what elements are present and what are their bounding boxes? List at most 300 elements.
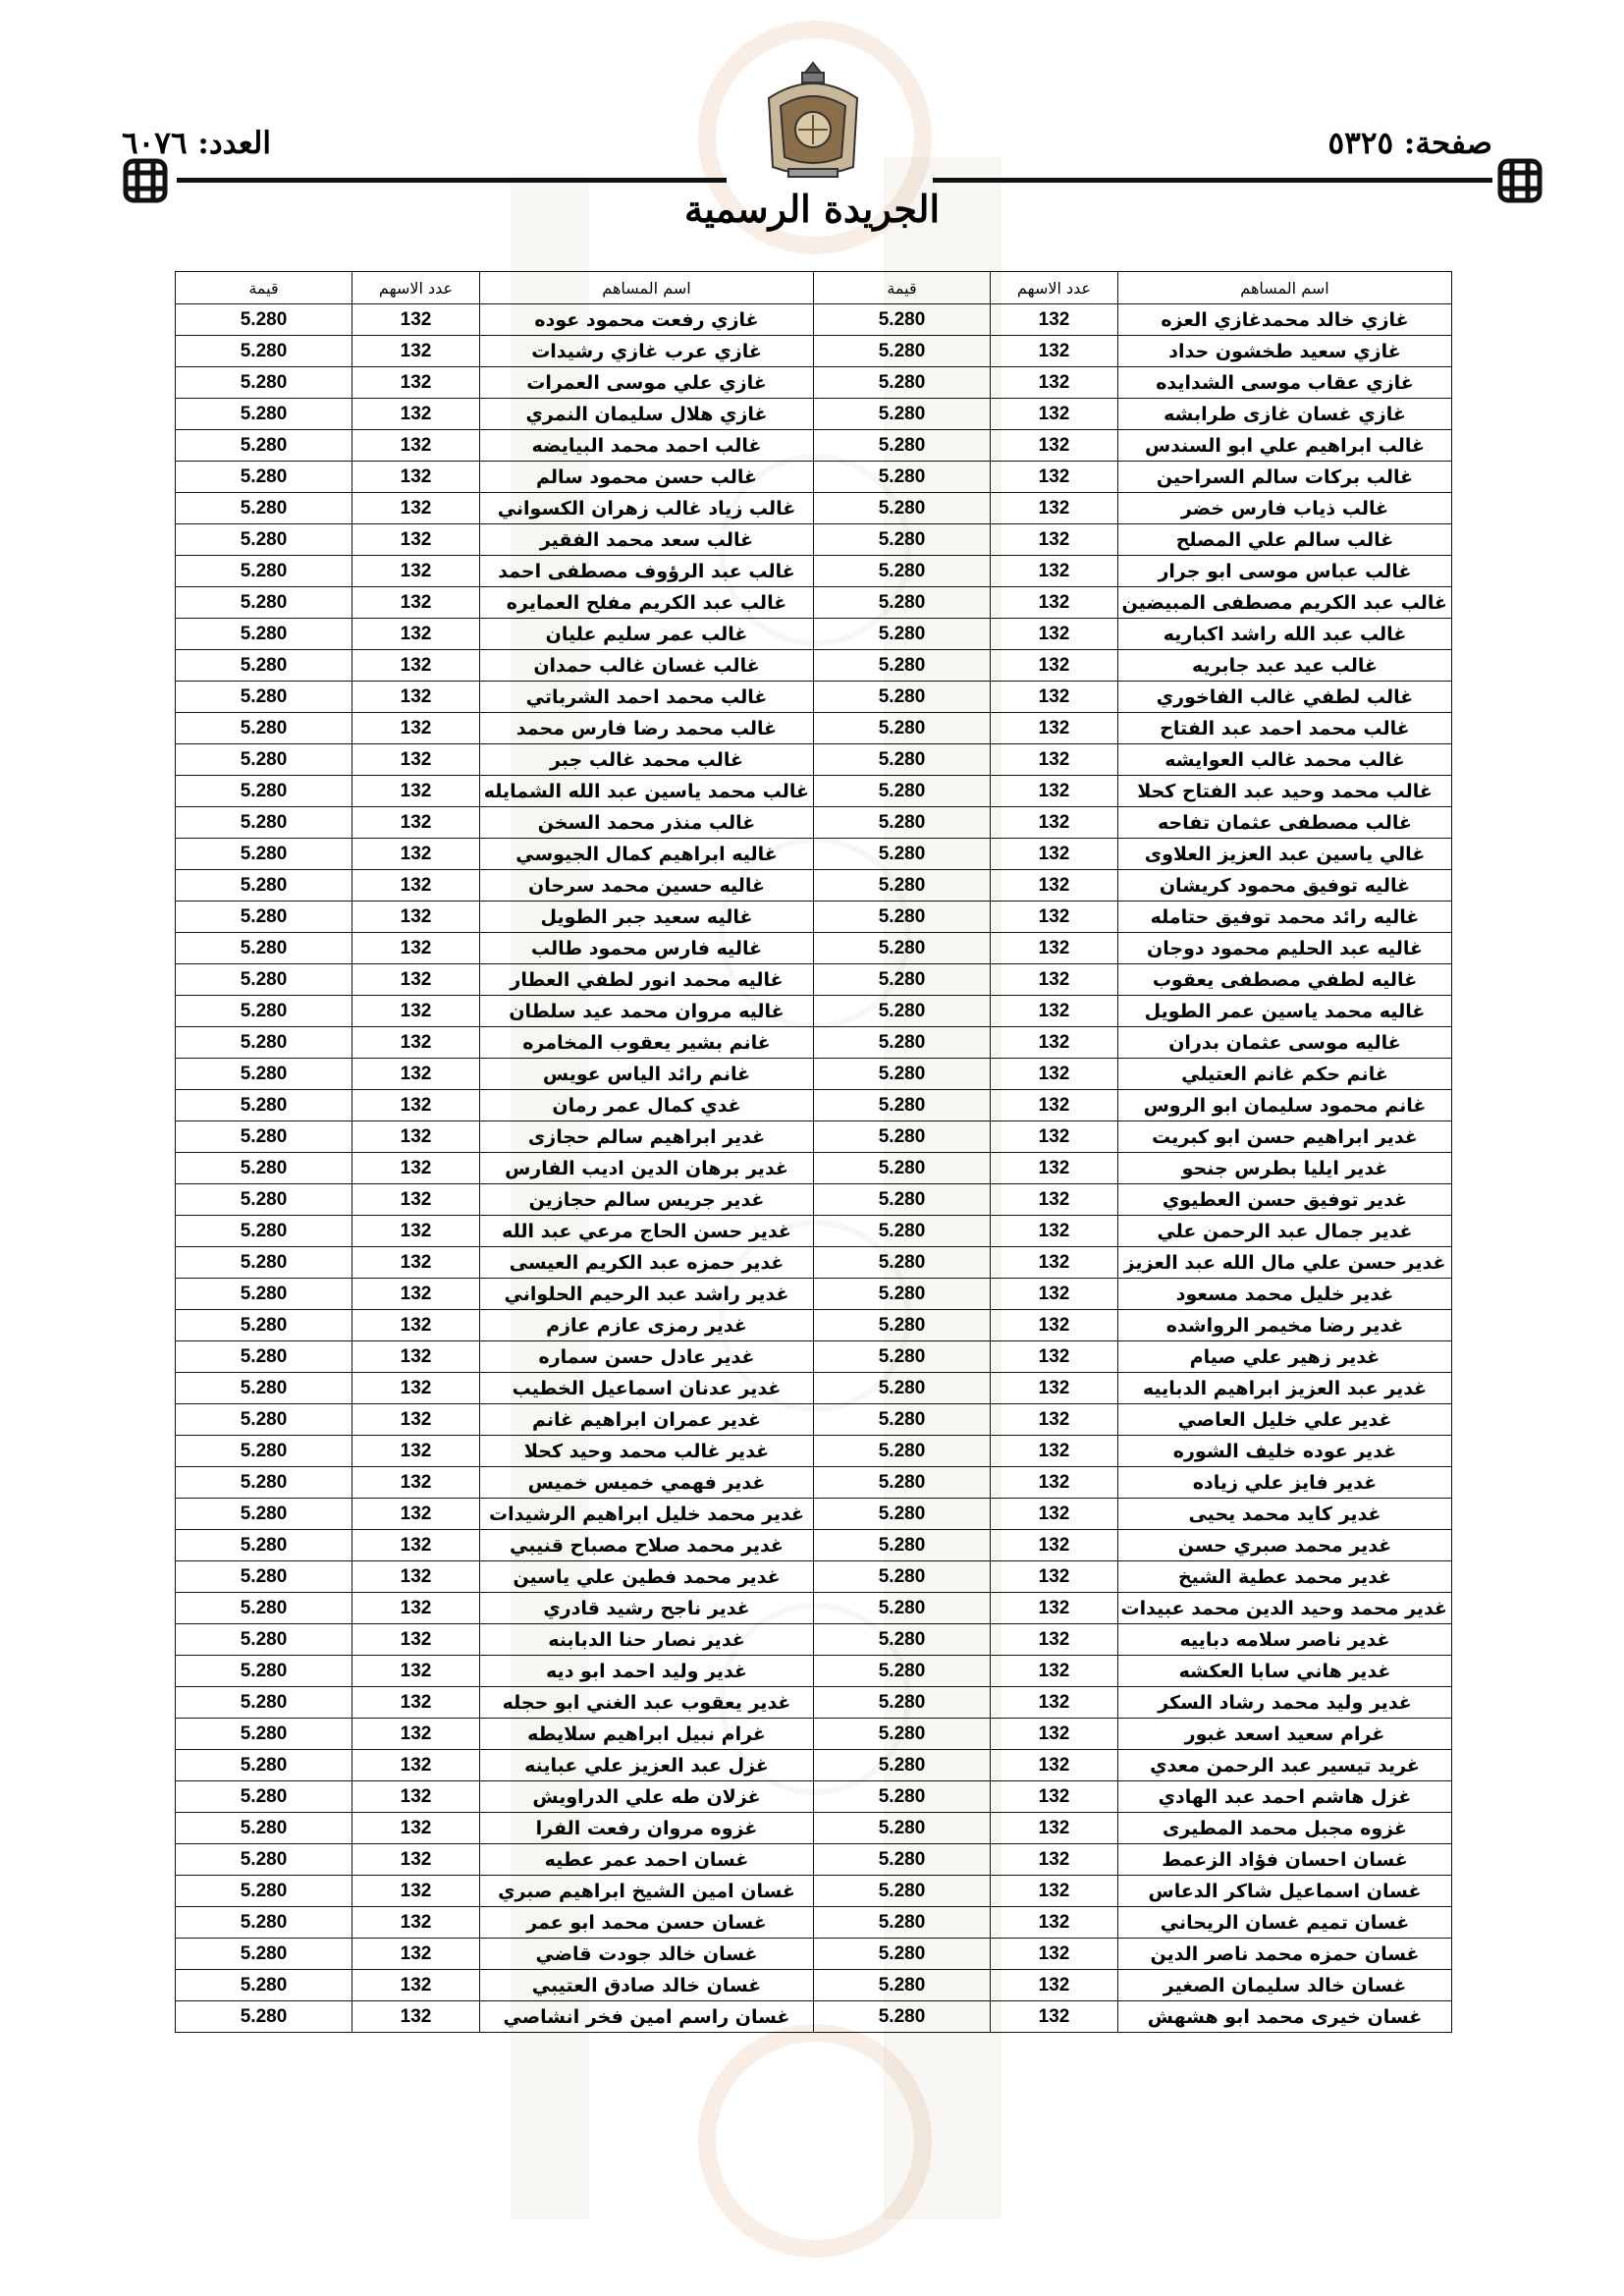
value-cell: 5.280 — [176, 744, 352, 776]
shareholder-name-cell: غالب عمر سليم عليان — [480, 619, 814, 650]
shares-count-cell: 132 — [352, 1781, 480, 1813]
value-cell: 5.280 — [814, 367, 991, 399]
shares-count-cell: 132 — [991, 1561, 1118, 1593]
value-cell: 5.280 — [814, 1813, 991, 1844]
shareholder-name-cell: غالب لطفي غالب الفاخوري — [1118, 682, 1452, 713]
shareholder-name-cell: غاليه عبد الحليم محمود دوجان — [1118, 933, 1452, 964]
shares-count-cell: 132 — [991, 2001, 1118, 2033]
shares-count-cell: 132 — [991, 1624, 1118, 1656]
shares-count-cell: 132 — [991, 1059, 1118, 1090]
shareholder-name-cell: غالب عبد الله راشد اكباريه — [1118, 619, 1452, 650]
table-row — [176, 1404, 1452, 1436]
shareholder-name-cell: غدير محمد وحيد الدين محمد عبيدات — [1118, 1593, 1452, 1624]
shares-count-cell: 132 — [991, 1153, 1118, 1184]
table-row — [176, 1593, 1452, 1624]
shareholder-name-cell: غالب محمد غالب جبر — [480, 744, 814, 776]
value-cell: 5.280 — [814, 713, 991, 744]
shareholder-name-cell: غالب حسن محمود سالم — [480, 462, 814, 493]
shareholder-name-cell: غدير جمال عبد الرحمن علي — [1118, 1216, 1452, 1247]
shares-count-cell: 132 — [352, 336, 480, 367]
shares-count-cell: 132 — [991, 1781, 1118, 1813]
table-row — [176, 1153, 1452, 1184]
value-cell: 5.280 — [814, 1153, 991, 1184]
value-cell: 5.280 — [814, 1624, 991, 1656]
table-row — [176, 964, 1452, 996]
shares-count-cell: 132 — [991, 1530, 1118, 1561]
value-cell: 5.280 — [814, 1687, 991, 1719]
value-cell: 5.280 — [814, 1059, 991, 1090]
shares-count-cell: 132 — [352, 1624, 480, 1656]
shares-count-cell: 132 — [352, 1844, 480, 1876]
shares-count-cell: 132 — [991, 1341, 1118, 1373]
shares-count-cell: 132 — [991, 367, 1118, 399]
shareholder-name-cell: غالي ياسين عبد العزيز العلاوى — [1118, 839, 1452, 870]
shares-count-cell: 132 — [991, 524, 1118, 556]
shareholder-name-cell: غدير توفيق حسن العطيوي — [1118, 1184, 1452, 1216]
table-row — [176, 1499, 1452, 1530]
value-cell: 5.280 — [814, 933, 991, 964]
shares-count-cell: 132 — [991, 1907, 1118, 1939]
shareholder-name-cell: غسان خيرى محمد ابو هشهش — [1118, 2001, 1452, 2033]
value-cell: 5.280 — [814, 1561, 991, 1593]
value-cell: 5.280 — [176, 1404, 352, 1436]
value-cell: 5.280 — [176, 524, 352, 556]
value-cell: 5.280 — [176, 2001, 352, 2033]
shareholder-name-cell: غدير عوده خليف الشوره — [1118, 1436, 1452, 1467]
shareholder-name-cell: غانم رائد الياس عويس — [480, 1059, 814, 1090]
gazette-title: الجريدة الرسمية — [683, 187, 941, 231]
shareholder-name-cell: غسان راسم امين فخر انشاصي — [480, 2001, 814, 2033]
shares-count-cell: 132 — [352, 1436, 480, 1467]
shares-count-cell: 132 — [352, 1750, 480, 1781]
shares-count-cell: 132 — [991, 807, 1118, 839]
shareholder-name-cell: غاليه ابراهيم كمال الجيوسي — [480, 839, 814, 870]
value-cell: 5.280 — [814, 996, 991, 1027]
shares-count-cell: 132 — [991, 1121, 1118, 1153]
shares-count-cell: 132 — [352, 1184, 480, 1216]
value-cell: 5.280 — [176, 1624, 352, 1656]
value-cell: 5.280 — [814, 2001, 991, 2033]
shares-count-cell: 132 — [352, 1687, 480, 1719]
value-cell: 5.280 — [176, 1090, 352, 1121]
shares-count-cell: 132 — [352, 964, 480, 996]
shares-count-cell: 132 — [991, 462, 1118, 493]
shareholder-name-cell: غانم محمود سليمان ابو الروس — [1118, 1090, 1452, 1121]
shareholder-name-cell: غاليه مروان محمد عيد سلطان — [480, 996, 814, 1027]
shares-count-cell: 132 — [991, 1970, 1118, 2001]
shareholder-name-cell: غالب عباس موسى ابو جرار — [1118, 556, 1452, 587]
shares-count-cell: 132 — [352, 1876, 480, 1907]
column-header: عدد الاسهم — [352, 272, 480, 304]
shares-count-cell: 132 — [352, 1059, 480, 1090]
value-cell: 5.280 — [176, 1373, 352, 1404]
value-cell: 5.280 — [176, 1467, 352, 1499]
shareholder-name-cell: غسان خالد صادق العتيبي — [480, 1970, 814, 2001]
table-row — [176, 1750, 1452, 1781]
shares-count-cell: 132 — [352, 1561, 480, 1593]
table-row — [176, 933, 1452, 964]
shares-count-cell: 132 — [991, 1027, 1118, 1059]
table-row — [176, 1090, 1452, 1121]
value-cell: 5.280 — [814, 776, 991, 807]
shares-count-cell: 132 — [352, 1813, 480, 1844]
shares-count-cell: 132 — [352, 1153, 480, 1184]
shareholder-name-cell: غزوه مروان رفعت الفرا — [480, 1813, 814, 1844]
table-row — [176, 1436, 1452, 1467]
shares-count-cell: 132 — [352, 1593, 480, 1624]
shares-count-cell: 132 — [991, 964, 1118, 996]
shares-count-cell: 132 — [991, 1656, 1118, 1687]
shareholder-name-cell: غازي عرب غازي رشيدات — [480, 336, 814, 367]
shareholder-name-cell: غازي عقاب موسى الشدايده — [1118, 367, 1452, 399]
table-row — [176, 1184, 1452, 1216]
shareholder-name-cell: غالب محمد احمد الشرباتي — [480, 682, 814, 713]
shares-count-cell: 132 — [352, 2001, 480, 2033]
value-cell: 5.280 — [814, 1341, 991, 1373]
shares-count-cell: 132 — [352, 713, 480, 744]
table-row — [176, 2001, 1452, 2033]
shares-count-cell: 132 — [991, 902, 1118, 933]
table-row — [176, 493, 1452, 524]
value-cell: 5.280 — [176, 1907, 352, 1939]
shareholder-name-cell: غدير زهير علي صيام — [1118, 1341, 1452, 1373]
shareholder-name-cell: غدير وليد احمد ابو ديه — [480, 1656, 814, 1687]
table-row — [176, 1373, 1452, 1404]
shareholder-name-cell: غدير ابراهيم حسن ابو كبريت — [1118, 1121, 1452, 1153]
value-cell: 5.280 — [176, 399, 352, 430]
shareholder-name-cell: غدير ناجح رشيد قادري — [480, 1593, 814, 1624]
shares-count-cell: 132 — [352, 902, 480, 933]
shares-count-cell: 132 — [991, 1404, 1118, 1436]
shares-count-cell: 132 — [352, 399, 480, 430]
column-header: قيمة — [814, 272, 991, 304]
shareholder-name-cell: غالب بركات سالم السراحين — [1118, 462, 1452, 493]
shareholder-name-cell: غدير رضا مخيمر الرواشده — [1118, 1310, 1452, 1341]
shareholder-name-cell: غسان خالد جودت قاضي — [480, 1939, 814, 1970]
table-row — [176, 1279, 1452, 1310]
shareholder-name-cell: غالب منذر محمد السخن — [480, 807, 814, 839]
value-cell: 5.280 — [814, 336, 991, 367]
shares-count-cell: 132 — [352, 430, 480, 462]
value-cell: 5.280 — [814, 1184, 991, 1216]
shares-count-cell: 132 — [352, 870, 480, 902]
value-cell: 5.280 — [176, 336, 352, 367]
table-row — [176, 367, 1452, 399]
table-row — [176, 713, 1452, 744]
column-header: قيمة — [176, 272, 352, 304]
shares-count-cell: 132 — [352, 1530, 480, 1561]
table-row — [176, 1121, 1452, 1153]
shares-count-cell: 132 — [991, 682, 1118, 713]
shareholder-name-cell: غدير فايز علي زياده — [1118, 1467, 1452, 1499]
shareholder-name-cell: غدير عدنان اسماعيل الخطيب — [480, 1373, 814, 1404]
shares-count-cell: 132 — [991, 744, 1118, 776]
value-cell: 5.280 — [176, 556, 352, 587]
shares-count-cell: 132 — [991, 1373, 1118, 1404]
shares-count-cell: 132 — [991, 1813, 1118, 1844]
value-cell: 5.280 — [176, 1719, 352, 1750]
value-cell: 5.280 — [814, 1781, 991, 1813]
shareholder-name-cell: غالب زياد غالب زهران الكسواني — [480, 493, 814, 524]
value-cell: 5.280 — [814, 1404, 991, 1436]
shares-count-cell: 132 — [991, 870, 1118, 902]
shareholder-name-cell: غالب محمد غالب العوايشه — [1118, 744, 1452, 776]
value-cell: 5.280 — [176, 1876, 352, 1907]
value-cell: 5.280 — [814, 430, 991, 462]
shares-count-cell: 132 — [352, 1404, 480, 1436]
header-rule-left — [177, 178, 727, 183]
table-row — [176, 304, 1452, 336]
shares-count-cell: 132 — [991, 1310, 1118, 1341]
shares-count-cell: 132 — [352, 650, 480, 682]
value-cell: 5.280 — [176, 1844, 352, 1876]
shares-count-cell: 132 — [352, 1939, 480, 1970]
shares-count-cell: 132 — [991, 1436, 1118, 1467]
table-row — [176, 1624, 1452, 1656]
value-cell: 5.280 — [814, 1247, 991, 1279]
value-cell: 5.280 — [814, 1373, 991, 1404]
shares-count-cell: 132 — [991, 1750, 1118, 1781]
shareholder-name-cell: غدير عادل حسن سماره — [480, 1341, 814, 1373]
shareholder-name-cell: غاليه توفيق محمود كريشان — [1118, 870, 1452, 902]
shares-count-cell: 132 — [991, 1844, 1118, 1876]
shares-count-cell: 132 — [991, 776, 1118, 807]
shareholder-name-cell: غدير فهمي خميس خميس — [480, 1467, 814, 1499]
value-cell: 5.280 — [176, 1530, 352, 1561]
value-cell: 5.280 — [176, 587, 352, 619]
shares-count-cell: 132 — [352, 1341, 480, 1373]
value-cell: 5.280 — [814, 839, 991, 870]
shares-count-cell: 132 — [991, 650, 1118, 682]
shareholder-name-cell: غسان حمزه محمد ناصر الدين — [1118, 1939, 1452, 1970]
shares-count-cell: 132 — [991, 1184, 1118, 1216]
shareholders-table — [175, 271, 1452, 2033]
shares-count-cell: 132 — [991, 1593, 1118, 1624]
shares-count-cell: 132 — [991, 996, 1118, 1027]
shareholder-name-cell: غالب محمد ياسين عبد الله الشمايله — [480, 776, 814, 807]
shares-count-cell: 132 — [991, 933, 1118, 964]
value-cell: 5.280 — [176, 430, 352, 462]
value-cell: 5.280 — [814, 304, 991, 336]
table-row — [176, 1341, 1452, 1373]
shareholder-name-cell: غدير علي خليل العاصي — [1118, 1404, 1452, 1436]
shares-count-cell: 132 — [991, 1499, 1118, 1530]
table-row — [176, 1467, 1452, 1499]
column-header: عدد الاسهم — [991, 272, 1118, 304]
shareholder-name-cell: غدير محمد عطية الشيخ — [1118, 1561, 1452, 1593]
shares-count-cell: 132 — [991, 713, 1118, 744]
shareholder-name-cell: غازي علي موسى العمرات — [480, 367, 814, 399]
shares-count-cell: 132 — [991, 430, 1118, 462]
value-cell: 5.280 — [176, 304, 352, 336]
shares-count-cell: 132 — [352, 367, 480, 399]
shares-count-cell: 132 — [352, 493, 480, 524]
value-cell: 5.280 — [176, 1687, 352, 1719]
table-row — [176, 336, 1452, 367]
shares-count-cell: 132 — [352, 1090, 480, 1121]
value-cell: 5.280 — [814, 556, 991, 587]
shareholder-name-cell: غاليه محمد انور لطفي العطار — [480, 964, 814, 996]
column-header: اسم المساهم — [1118, 272, 1452, 304]
value-cell: 5.280 — [814, 807, 991, 839]
issue-number: العدد: ٦٠٧٦ — [122, 126, 271, 161]
value-cell: 5.280 — [814, 744, 991, 776]
shares-count-cell: 132 — [991, 1876, 1118, 1907]
table-row — [176, 1939, 1452, 1970]
header-rule-right — [933, 178, 1492, 183]
shareholder-name-cell: غدير خليل محمد مسعود — [1118, 1279, 1452, 1310]
shareholder-name-cell: غسان امين الشيخ ابراهيم صبري — [480, 1876, 814, 1907]
table-row — [176, 1561, 1452, 1593]
shareholder-name-cell: غدير غالب محمد وحيد كحلا — [480, 1436, 814, 1467]
value-cell: 5.280 — [176, 1750, 352, 1781]
value-cell: 5.280 — [176, 493, 352, 524]
shareholder-name-cell: غازي هلال سليمان النمري — [480, 399, 814, 430]
shares-count-cell: 132 — [352, 1121, 480, 1153]
table-row — [176, 619, 1452, 650]
shareholder-name-cell: غسان حسن محمد ابو عمر — [480, 1907, 814, 1939]
shares-count-cell: 132 — [352, 1499, 480, 1530]
shareholder-name-cell: غاليه موسى عثمان بدران — [1118, 1027, 1452, 1059]
shareholder-name-cell: غسان احسان فؤاد الزعمط — [1118, 1844, 1452, 1876]
shareholder-name-cell: غرام نبيل ابراهيم سلايطه — [480, 1719, 814, 1750]
value-cell: 5.280 — [176, 619, 352, 650]
value-cell: 5.280 — [176, 1216, 352, 1247]
shareholder-name-cell: غزل هاشم احمد عبد الهادي — [1118, 1781, 1452, 1813]
shareholder-name-cell: غدير حسن الحاج مرعي عبد الله — [480, 1216, 814, 1247]
shareholder-name-cell: غسان احمد عمر عطيه — [480, 1844, 814, 1876]
shares-count-cell: 132 — [991, 1216, 1118, 1247]
value-cell: 5.280 — [814, 524, 991, 556]
value-cell: 5.280 — [176, 713, 352, 744]
table-row — [176, 1247, 1452, 1279]
shares-count-cell: 132 — [352, 556, 480, 587]
table-row — [176, 430, 1452, 462]
value-cell: 5.280 — [176, 1499, 352, 1530]
table-row — [176, 682, 1452, 713]
shareholder-name-cell: غسان تميم غسان الريحاني — [1118, 1907, 1452, 1939]
shareholder-name-cell: غدي كمال عمر رمان — [480, 1090, 814, 1121]
value-cell: 5.280 — [814, 1310, 991, 1341]
value-cell: 5.280 — [176, 1184, 352, 1216]
shareholder-name-cell: غالب عبد الكريم مفلح العمايره — [480, 587, 814, 619]
table-row — [176, 1970, 1452, 2001]
table-row — [176, 587, 1452, 619]
value-cell: 5.280 — [176, 682, 352, 713]
shareholder-name-cell: غالب احمد محمد البيايضه — [480, 430, 814, 462]
table-row — [176, 807, 1452, 839]
value-cell: 5.280 — [814, 870, 991, 902]
table-row — [176, 1876, 1452, 1907]
value-cell: 5.280 — [814, 682, 991, 713]
shareholder-name-cell: غاليه فارس محمود طالب — [480, 933, 814, 964]
shareholder-name-cell: غازي خالد محمدغازي العزه — [1118, 304, 1452, 336]
shares-count-cell: 132 — [352, 1656, 480, 1687]
value-cell: 5.280 — [176, 1970, 352, 2001]
shareholder-name-cell: غالب محمد رضا فارس محمد — [480, 713, 814, 744]
table-row — [176, 1687, 1452, 1719]
value-cell: 5.280 — [814, 1090, 991, 1121]
shares-count-cell: 132 — [352, 1279, 480, 1310]
value-cell: 5.280 — [814, 587, 991, 619]
value-cell: 5.280 — [176, 902, 352, 933]
shares-count-cell: 132 — [991, 304, 1118, 336]
shareholder-name-cell: غالب محمد احمد عبد الفتاح — [1118, 713, 1452, 744]
table-row — [176, 650, 1452, 682]
table-row — [176, 1656, 1452, 1687]
shareholder-name-cell: غانم حكم غانم العتيلي — [1118, 1059, 1452, 1090]
shareholder-name-cell: غدير عبد العزيز ابراهيم الدباييه — [1118, 1373, 1452, 1404]
shares-count-cell: 132 — [352, 776, 480, 807]
value-cell: 5.280 — [814, 619, 991, 650]
table-row — [176, 1059, 1452, 1090]
shareholder-name-cell: غدير رمزى عازم عازم — [480, 1310, 814, 1341]
value-cell: 5.280 — [814, 1499, 991, 1530]
value-cell: 5.280 — [814, 1876, 991, 1907]
shares-count-cell: 132 — [352, 807, 480, 839]
shareholder-name-cell: غزوه مجبل محمد المطيرى — [1118, 1813, 1452, 1844]
page-header — [0, 0, 1624, 265]
value-cell: 5.280 — [176, 933, 352, 964]
shareholder-name-cell: غالب غسان غالب حمدان — [480, 650, 814, 682]
shares-count-cell: 132 — [352, 587, 480, 619]
value-cell: 5.280 — [176, 1593, 352, 1624]
value-cell: 5.280 — [814, 462, 991, 493]
shareholder-name-cell: غدير حمزه عبد الكريم العيسى — [480, 1247, 814, 1279]
table-row — [176, 870, 1452, 902]
shares-count-cell: 132 — [352, 744, 480, 776]
value-cell: 5.280 — [176, 807, 352, 839]
table-row — [176, 744, 1452, 776]
shareholder-name-cell: غريد تيسير عبد الرحمن معدي — [1118, 1750, 1452, 1781]
shareholder-name-cell: غدير محمد صبري حسن — [1118, 1530, 1452, 1561]
shares-count-cell: 132 — [352, 1373, 480, 1404]
shareholder-name-cell: غسان خالد سليمان الصغير — [1118, 1970, 1452, 2001]
value-cell: 5.280 — [814, 1939, 991, 1970]
value-cell: 5.280 — [176, 1341, 352, 1373]
table-row — [176, 1813, 1452, 1844]
table-row — [176, 556, 1452, 587]
value-cell: 5.280 — [176, 1561, 352, 1593]
shareholder-name-cell: غاليه حسين محمد سرحان — [480, 870, 814, 902]
value-cell: 5.280 — [814, 493, 991, 524]
value-cell: 5.280 — [176, 839, 352, 870]
page-number: صفحة: ٥٣٢٥ — [1327, 126, 1492, 161]
table-row — [176, 1310, 1452, 1341]
shares-count-cell: 132 — [352, 619, 480, 650]
shareholder-name-cell: غاليه محمد ياسين عمر الطويل — [1118, 996, 1452, 1027]
shareholder-name-cell: غزل عبد العزيز علي عباينه — [480, 1750, 814, 1781]
shareholder-name-cell: غازي غسان غازى طرابشه — [1118, 399, 1452, 430]
value-cell: 5.280 — [176, 1813, 352, 1844]
shareholder-name-cell: غدير ناصر سلامه دباييه — [1118, 1624, 1452, 1656]
value-cell: 5.280 — [814, 1467, 991, 1499]
shareholder-name-cell: غالب عبد الكريم مصطفى المبيضين — [1118, 587, 1452, 619]
shareholder-name-cell: غانم بشير يعقوب المخامره — [480, 1027, 814, 1059]
shareholder-name-cell: غدير جريس سالم حجازين — [480, 1184, 814, 1216]
shareholder-name-cell: غدير كايد محمد يحيى — [1118, 1499, 1452, 1530]
shares-count-cell: 132 — [991, 587, 1118, 619]
shares-count-cell: 132 — [352, 1027, 480, 1059]
table-row — [176, 1719, 1452, 1750]
value-cell: 5.280 — [814, 902, 991, 933]
shareholder-name-cell: غدير ايليا بطرس جنحو — [1118, 1153, 1452, 1184]
value-cell: 5.280 — [814, 650, 991, 682]
value-cell: 5.280 — [814, 1844, 991, 1876]
table-row — [176, 996, 1452, 1027]
shares-count-cell: 132 — [352, 304, 480, 336]
table-row — [176, 776, 1452, 807]
